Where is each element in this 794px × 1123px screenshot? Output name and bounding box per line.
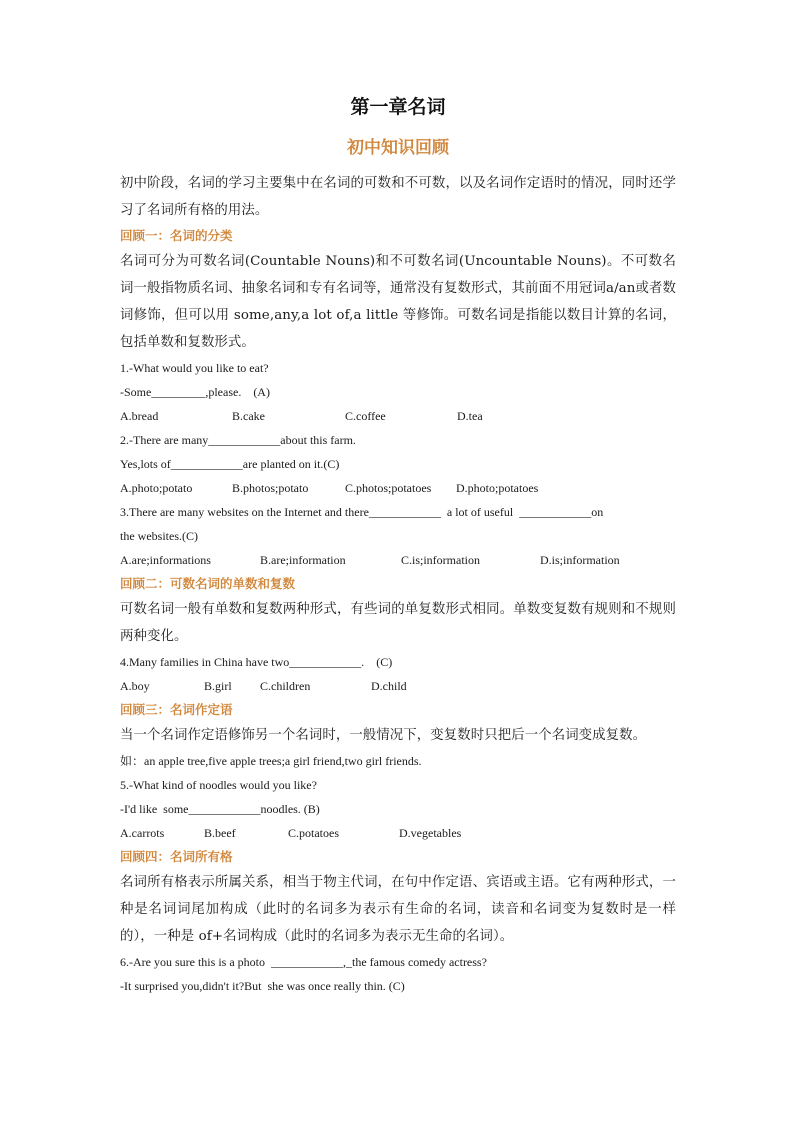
page-subtitle: 初中知识回顾 <box>347 138 449 158</box>
option: C.is;information <box>401 553 480 567</box>
section-heading-2: 回顾二：可数名词的单数和复数 <box>120 576 296 591</box>
option: A.boy <box>120 679 150 693</box>
option: D.photo;potatoes <box>456 481 539 495</box>
option: B.beef <box>204 826 236 840</box>
section-heading-4: 回顾四：名词所有格 <box>120 849 233 864</box>
option: C.children <box>260 679 311 693</box>
question-1-line-2: -Some_________,please. (A) <box>120 385 270 399</box>
question-6-line-2: -It surprised you,didn't it?But she was once really thin. (C) <box>120 979 405 993</box>
question-2-options <box>120 476 676 500</box>
document-page <box>120 92 676 998</box>
question-6-line-1: 6.-Are you sure this is a photo ____________,_the famous comedy actress? <box>120 955 487 969</box>
question-5-options <box>120 821 676 845</box>
question-1-line-1: 1.-What would you like to eat? <box>120 361 269 375</box>
question-1-options <box>120 404 676 428</box>
question-3-options <box>120 548 676 572</box>
section-heading-3: 回顾三：名词作定语 <box>120 702 233 717</box>
intro-paragraph: 初中阶段，名词的学习主要集中在名词的可数和不可数，以及名词作定语时的情况，同时还学习了名词所有格的用法。 <box>120 176 676 218</box>
option: A.bread <box>120 409 159 423</box>
section-1-text: 名词可分为可数名词(Countable Nouns)和不可数名词(Uncountable Nouns)。不可数名词一般指物质名词、抽象名词和专有名词等，通常没有复数形式，其前面不用冠词a/an或者数词修饰，但可以用 some,any,a lot of,a little 等修饰。可数名词是指能以数目计算的名词，包括单数和复数形式。 <box>120 254 676 350</box>
question-3-line-2: the websites.(C) <box>120 529 198 543</box>
section-2-text: 可数名词一般有单数和复数两种形式，有些词的单复数形式相同。单数变复数有规则和不规则两种变化。 <box>120 602 676 644</box>
question-2-line-2: Yes,lots of____________are planted on it.(C) <box>120 457 340 471</box>
option: C.potatoes <box>288 826 339 840</box>
option: D.vegetables <box>399 826 462 840</box>
option: D.is;information <box>540 553 620 567</box>
section-3-example: 如：an apple tree,five apple trees;a girl friend,two girl friends. <box>120 754 422 768</box>
question-4-line-1: 4.Many families in China have two____________. (C) <box>120 655 393 669</box>
option: A.photo;potato <box>120 481 193 495</box>
question-3-line-1: 3.There are many websites on the Internet and there____________ a lot of useful ____________on <box>120 505 604 519</box>
option: B.cake <box>232 409 265 423</box>
option: B.photos;potato <box>232 481 309 495</box>
question-5-line-1: 5.-What kind of noodles would you like? <box>120 778 317 792</box>
option: B.are;information <box>260 553 346 567</box>
option: D.child <box>371 679 407 693</box>
section-heading-1: 回顾一：名词的分类 <box>120 228 233 243</box>
option: A.are;informations <box>120 553 211 567</box>
section-3-text: 当一个名词作定语修饰另一个名词时，一般情况下，变复数时只把后一个名词变成复数。 <box>120 728 647 743</box>
option: C.coffee <box>345 409 386 423</box>
question-5-line-2: -I'd like some____________noodles. (B) <box>120 802 320 816</box>
option: C.photos;potatoes <box>345 481 432 495</box>
question-2-line-1: 2.-There are many____________about this farm. <box>120 433 356 447</box>
option: A.carrots <box>120 826 165 840</box>
page-title: 第一章名词 <box>350 96 446 118</box>
option: B.girl <box>204 679 232 693</box>
section-4-text: 名词所有格表示所属关系，相当于物主代词，在句中作定语、宾语或主语。它有两种形式，一种是名词词尾加构成（此时的名词多为表示有生命的名词，读音和名词变为复数时是一样的），一种是 of+名词构成（此时的名词多为表示无生命的名词）。 <box>120 875 676 944</box>
option: D.tea <box>457 409 483 423</box>
question-4-options <box>120 674 676 698</box>
